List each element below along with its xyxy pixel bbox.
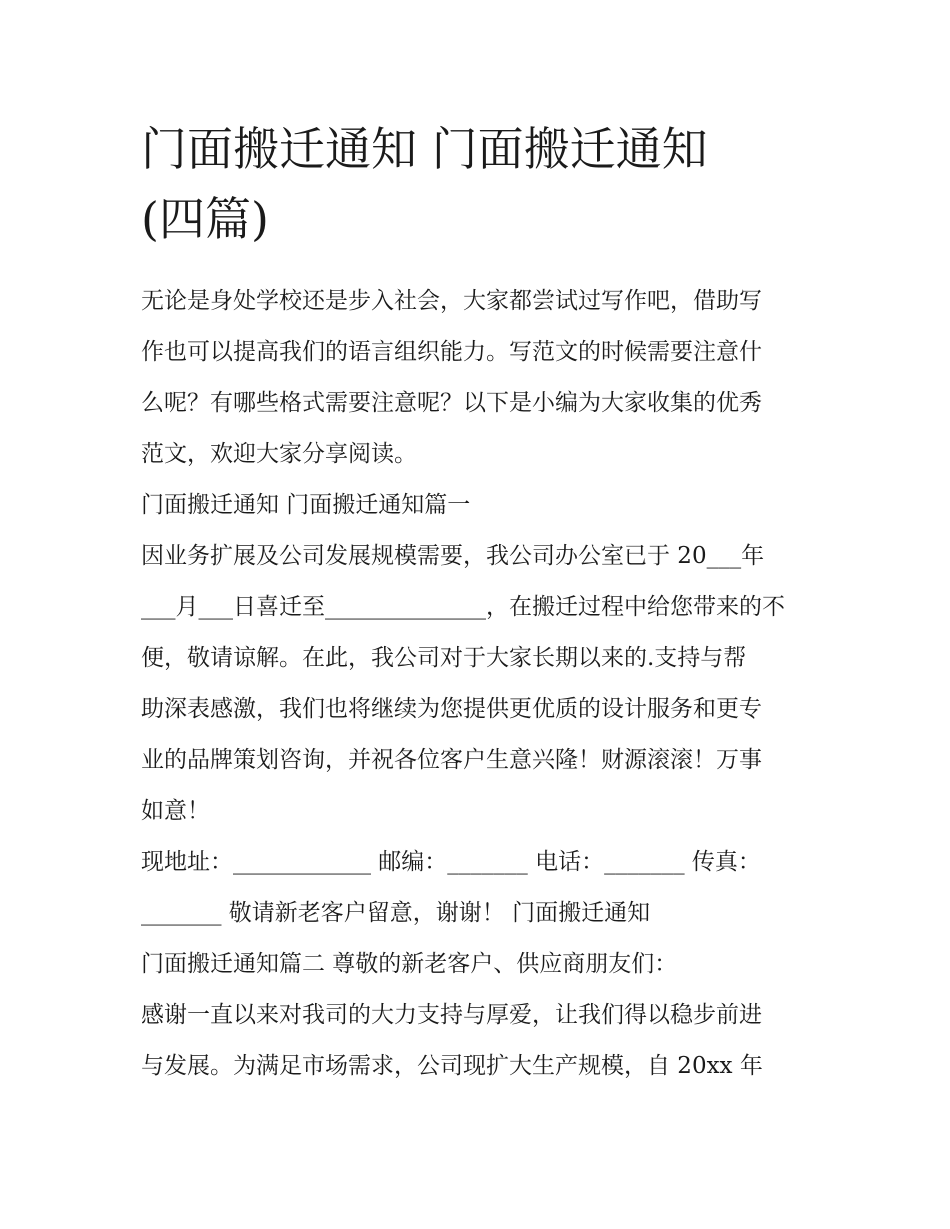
body-line: 么呢？有哪些格式需要注意呢？以下是小编为大家收集的优秀: [141, 390, 762, 416]
body-line: 助深表感激，我们也将继续为您提供更优质的设计服务和更专: [141, 696, 762, 722]
body-line: 作也可以提高我们的语言组织能力。写范文的时候需要注意什: [141, 339, 762, 365]
contact-line: 现地址：____________ 邮编：_______ 电话：_______ 传真：: [141, 849, 761, 875]
body-line: 如意！: [141, 798, 210, 824]
body-line: 感谢一直以来对我司的大力支持与厚爱，让我们得以稳步前进: [141, 1002, 762, 1028]
body-line: 因业务扩展及公司发展规模需要，我公司办公室已于 20___年: [141, 543, 765, 569]
body-line: 便，敬请谅解。在此，我公司对于大家长期以来的.支持与帮: [141, 645, 747, 671]
document-body: [141, 276, 821, 1092]
document-title: [141, 114, 821, 254]
body-line: 业的品牌策划咨询，并祝各位客户生意兴隆！财源滚滚！万事: [141, 747, 762, 773]
body-line: 范文，欢迎大家分享阅读。: [141, 441, 417, 467]
section-heading: 门面搬迁通知 门面搬迁通知篇一: [141, 492, 471, 518]
body-line: 与发展。为满足市场需求，公司现扩大生产规模，自 20xx 年: [141, 1053, 763, 1079]
title-line: 门面搬迁通知 门面搬迁通知: [141, 122, 708, 176]
contact-line: _______ 敬请新老客户留意，谢谢！ 门面搬迁通知: [141, 900, 651, 926]
section-heading: 门面搬迁通知篇二 尊敬的新老客户、供应商朋友们：: [141, 951, 678, 977]
body-line: 无论是身处学校还是步入社会，大家都尝试过写作吧，借助写: [141, 288, 762, 314]
title-line: (四篇): [141, 192, 269, 246]
body-line: ___月___日喜迁至______________，在搬迁过程中给您带来的不: [141, 594, 785, 620]
